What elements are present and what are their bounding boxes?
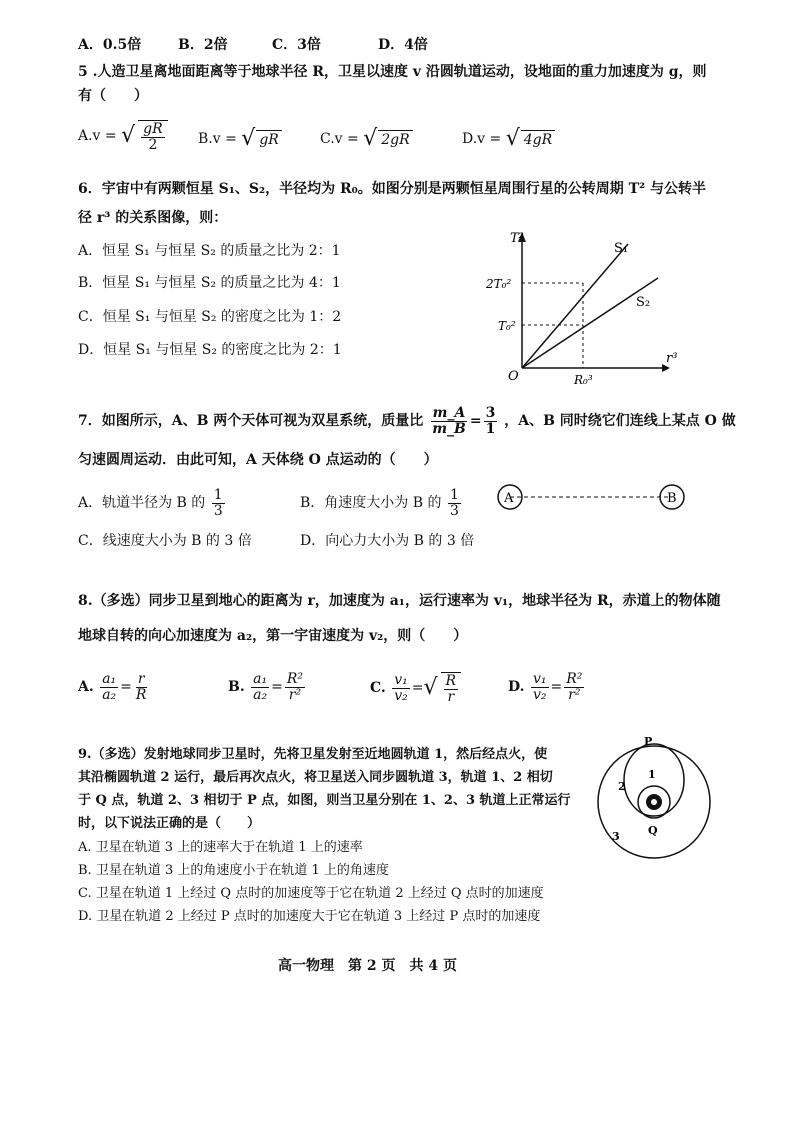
q8-option-c-lden: v₂	[394, 687, 408, 704]
q9-orbit-1-label: 1	[648, 768, 656, 781]
q4-option-c: C．3倍	[272, 37, 321, 53]
q6-line-s1	[522, 244, 628, 368]
q9-orbit-3-label: 3	[612, 830, 620, 843]
q6-line-s1-label: S₁	[614, 241, 629, 256]
q7-stem-line1	[78, 406, 736, 436]
q4-option-b: B．2倍	[178, 37, 228, 53]
q8-option-d-eq: =	[550, 679, 563, 696]
q8-option-a-lnum: a₁	[102, 671, 117, 687]
q8-option-c: C. $\frac{\text{v₁}}{\text{v₂}}$ = √ $\frac{R}{r}$	[370, 672, 463, 704]
q8-option-d-lnum: v₁	[532, 671, 547, 687]
q5-option-d-label: D.v =	[462, 131, 502, 147]
q8-option-c-rnum: R	[445, 673, 457, 689]
q7-option-c: C．线速度大小为 B 的 3 倍	[78, 533, 252, 549]
q5-option-c-label: C.v =	[320, 131, 359, 147]
q8-stem-line1: 8.（多选）同步卫星到地心的距离为 r，加速度为 a₁，运行速率为 v₁，地球半径为 R，赤道上的物体随	[78, 593, 721, 609]
q8-option-a-rnum: r	[137, 671, 145, 687]
q6-option-a: A．恒星 S₁ 与恒星 S₂ 的质量之比为 2：1	[78, 243, 341, 259]
q7-option-a-text: A．轨道半径为 B 的	[78, 495, 206, 512]
q7-ratio-num: m_A	[432, 405, 466, 421]
q7-body-a-label: A	[504, 491, 514, 506]
q9-option-b: B. 卫星在轨道 3 上的角速度小于在轨道 1 上的角速度	[78, 863, 389, 878]
q6-option-d: D．恒星 S₁ 与恒星 S₂ 的密度之比为 2：1	[78, 342, 342, 358]
q5-option-a: A.v = √ $\frac{gR}{2}$	[78, 120, 170, 152]
q7-option-a-num: 1	[213, 487, 223, 503]
q6-y-tick-high: 2T₀²	[486, 277, 512, 291]
q6-stem-line2: 径 r³ 的关系图像，则：	[78, 210, 228, 226]
q7-ratio-value-den: 1	[485, 420, 496, 437]
q9-orbit-2-label: 2	[618, 780, 626, 793]
q7-ratio-value-num: 3	[485, 405, 496, 421]
q6-line-s2	[522, 278, 658, 368]
q7-option-b-num: 1	[449, 487, 459, 503]
q7-option-a	[78, 488, 227, 518]
q8-option-a-label: A.	[78, 679, 94, 696]
q5-option-a-label: A.v =	[78, 128, 117, 145]
q9-stem-line3: 于 Q 点，轨道 2、3 相切于 P 点，如图，则当卫星分别在 1、2、3 轨道上正常运行	[78, 793, 571, 808]
q7-stem-line1b: ，A、B 同时绕它们连线上某点 O 做	[504, 413, 736, 430]
q7-stem-line1a: 7．如图所示，A、B 两个天体可视为双星系统，质量比	[78, 413, 424, 430]
q8-option-c-rden: r	[447, 688, 455, 705]
q8-option-b	[228, 672, 307, 702]
q5-option-b: B.v = √ gR	[198, 128, 282, 150]
q8-option-a-eq: =	[120, 679, 132, 696]
q9-stem-line1: 9.（多选）发射地球同步卫星时，先将卫星发射至近地圆轨道 1，然后经点火，使	[78, 747, 548, 762]
q8-option-c-lnum: v₁	[394, 672, 408, 688]
q5-option-d: D.v = √ 4gR	[462, 128, 555, 150]
q7-body-b-label: B	[667, 491, 677, 506]
q9-stem-line4: 时，以下说法正确的是（ ）	[78, 816, 261, 831]
q8-option-b-rnum: R²	[286, 671, 304, 687]
q6-y-axis-label: T²	[510, 231, 524, 246]
q6-stem-line1: 6．宇宙中有两颗恒星 S₁、S₂，半径均为 R₀。如图分别是两颗恒星周围行星的公转周期 T² 与公转半	[78, 181, 707, 197]
q9-option-c: C. 卫星在轨道 1 上经过 Q 点时的加速度等于它在轨道 2 上经过 Q 点时的加速度	[78, 886, 544, 901]
page-footer: 高一物理 第 2 页 共 4 页	[278, 958, 457, 974]
q9-option-d: D. 卫星在轨道 2 上经过 P 点时的加速度大于它在轨道 3 上经过 P 点时的加速度	[78, 909, 541, 924]
q7-option-a-den: 3	[213, 502, 223, 519]
q8-option-d-rden: r²	[568, 686, 581, 703]
q8-option-c-label: C.	[370, 680, 386, 697]
q8-option-a	[78, 672, 150, 702]
q8-option-b-lden: a₂	[253, 686, 268, 703]
q8-option-b-eq: =	[271, 679, 283, 696]
q8-option-d-rnum: R²	[566, 671, 583, 687]
q4-option-a: A．0.5倍	[78, 37, 142, 53]
q5-option-b-radicand: gR	[256, 130, 282, 148]
q5-stem-line2: 有（ ）	[78, 88, 148, 104]
q5-option-a-num: gR	[143, 121, 163, 137]
q7-diagram	[494, 482, 694, 512]
q5-option-b-label: B.v =	[198, 131, 237, 147]
q8-option-d-lden: v₂	[532, 686, 547, 703]
q6-option-b: B．恒星 S₁ 与恒星 S₂ 的质量之比为 4：1	[78, 275, 341, 291]
q7-ratio-den: m_B	[432, 420, 466, 437]
q6-graph	[486, 228, 680, 388]
q6-y-tick-low: T₀²	[498, 319, 516, 333]
q5-option-a-den: 2	[148, 136, 158, 153]
q9-option-a: A. 卫星在轨道 3 上的速率大于在轨道 1 上的速率	[78, 840, 363, 855]
q5-option-c-radicand: 2gR	[378, 130, 412, 148]
q9-stem-line2: 其沿椭圆轨道 2 运行，最后再次点火，将卫星送入同步圆轨道 3，轨道 1、2 相切	[78, 770, 553, 785]
q6-x-axis-label: r³	[666, 351, 678, 366]
q8-option-d-label: D.	[508, 679, 525, 696]
q8-option-b-label: B.	[228, 679, 245, 696]
q7-option-b-den: 3	[449, 502, 459, 519]
q7-stem-line2: 匀速圆周运动．由此可知，A 天体绕 O 点运动的（ ）	[78, 452, 438, 468]
q6-line-s2-label: S₂	[636, 295, 651, 310]
q7-option-b	[300, 488, 463, 518]
q6-option-c: C．恒星 S₁ 与恒星 S₂ 的密度之比为 1：2	[78, 309, 342, 325]
q9-earth-center	[651, 799, 657, 805]
q5-option-d-radicand: 4gR	[521, 130, 555, 148]
q8-option-d	[508, 672, 586, 702]
q8-option-b-lnum: a₁	[253, 671, 268, 687]
q5-stem-line1: 5 .人造卫星离地面距离等于地球半径 R，卫星以速度 v 沿圆轨道运动，设地面的重力加速度为 g，则	[78, 64, 707, 80]
q8-option-a-rden: R	[135, 686, 147, 703]
q9-point-q: Q	[648, 824, 658, 837]
q7-option-b-text: B．角速度大小为 B 的	[300, 495, 442, 512]
q8-option-c-eq: =	[411, 680, 424, 697]
q8-option-a-lden: a₂	[102, 686, 117, 703]
q4-option-d: D．4倍	[378, 37, 428, 53]
q9-orbit-diagram	[592, 732, 722, 862]
q7-option-d: D．向心力大小为 B 的 3 倍	[300, 533, 475, 549]
q6-x-tick: R₀³	[574, 373, 593, 387]
q5-option-c: C.v = √ 2gR	[320, 128, 413, 150]
q8-stem-line2: 地球自转的向心加速度为 a₂，第一宇宙速度为 v₂，则（ ）	[78, 628, 468, 644]
q9-point-p: P	[644, 735, 653, 748]
q8-option-b-rden: r²	[288, 686, 302, 703]
q6-origin-label: O	[508, 369, 519, 384]
q7-ratio-eq: =	[469, 413, 482, 430]
